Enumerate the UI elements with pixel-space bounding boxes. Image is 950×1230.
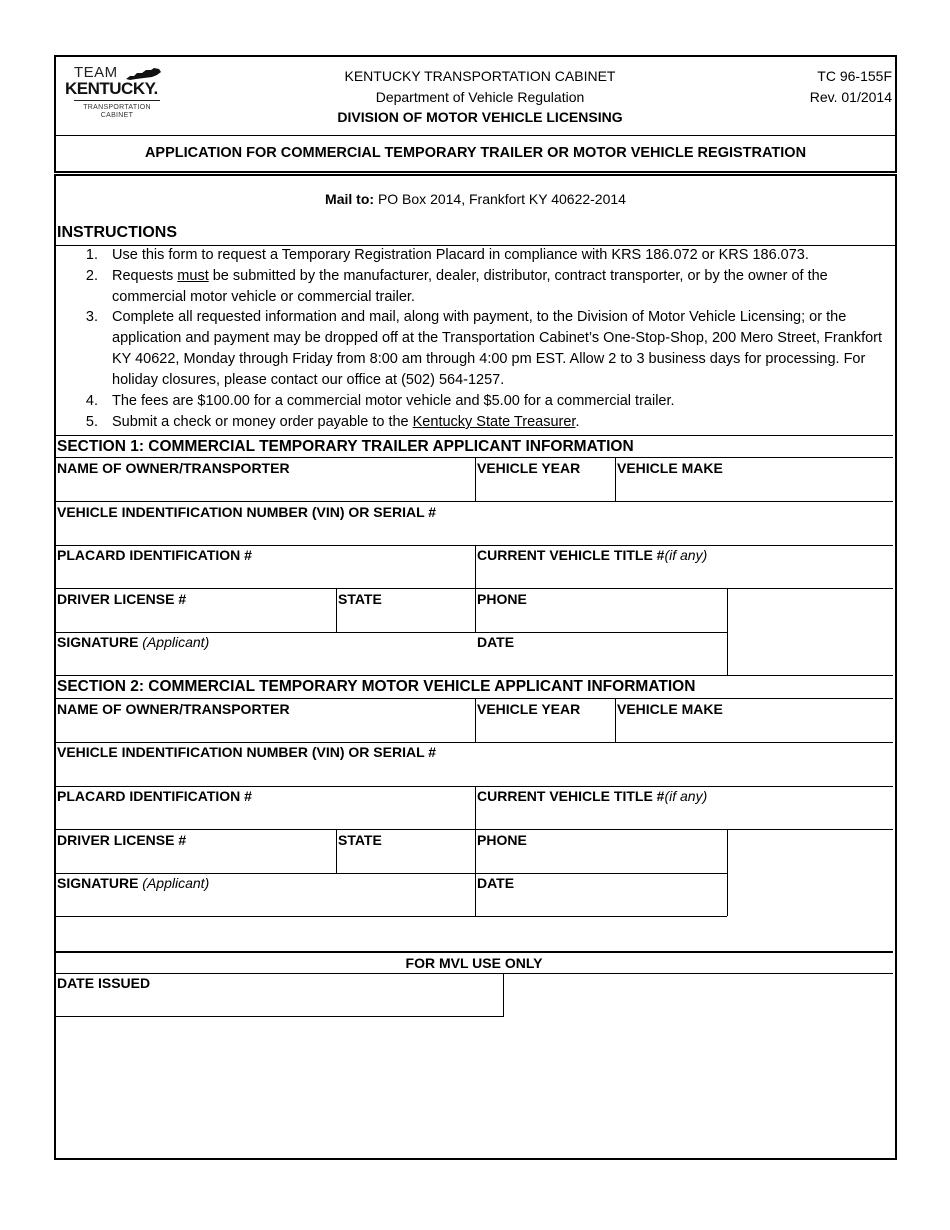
section1-heading-rule	[55, 457, 893, 458]
placard-id-field[interactable]: PLACARD IDENTIFICATION #	[57, 547, 252, 563]
signature-label: SIGNATURE	[57, 875, 139, 891]
state-field[interactable]: STATE	[338, 832, 382, 848]
row-rule	[55, 786, 893, 787]
instruction-number: 4.	[85, 393, 98, 409]
date-issued-field[interactable]: DATE ISSUED	[57, 975, 151, 991]
field-divider	[336, 830, 337, 873]
instructions-heading: INSTRUCTIONS	[57, 224, 177, 241]
instruction-number: 3.	[85, 309, 98, 325]
agency-name: KENTUCKY TRANSPORTATION CABINET	[344, 68, 616, 84]
mail-to-address: PO Box 2014, Frankfort KY 40622-2014	[377, 191, 626, 207]
vehicle-title-note: (if any)	[664, 788, 708, 804]
office-use-heading: FOR MVL USE ONLY	[405, 955, 543, 971]
vehicle-title-label: CURRENT VEHICLE TITLE #	[477, 547, 665, 563]
row-rule	[55, 873, 727, 874]
row-rule	[55, 675, 893, 676]
vehicle-make-field[interactable]: VEHICLE MAKE	[617, 701, 723, 717]
page-title: APPLICATION FOR COMMERCIAL TEMPORARY TRAILER OR MOTOR VEHICLE REGISTRATION	[144, 145, 807, 161]
team-kentucky-logo	[62, 62, 172, 124]
mail-to-line	[55, 191, 896, 208]
signature-field[interactable]	[57, 875, 209, 892]
vehicle-title-field[interactable]	[477, 547, 707, 564]
vehicle-make-field[interactable]: VEHICLE MAKE	[617, 460, 723, 476]
row-rule	[55, 1016, 503, 1017]
field-divider	[727, 589, 728, 675]
row-rule	[55, 501, 893, 502]
row-rule	[55, 916, 727, 917]
instruction-item	[112, 412, 892, 433]
vin-field[interactable]: VEHICLE INDENTIFICATION NUMBER (VIN) OR SERIAL #	[57, 504, 437, 520]
date-field[interactable]: DATE	[477, 875, 515, 891]
section1-top-rule	[55, 435, 893, 436]
instruction-text: Submit a check or money order payable to the	[112, 414, 413, 430]
division-name: DIVISION OF MOTOR VEHICLE LICENSING	[337, 109, 623, 125]
instruction-number: 2.	[85, 268, 98, 284]
vin-field[interactable]: VEHICLE INDENTIFICATION NUMBER (VIN) OR SERIAL #	[57, 744, 437, 760]
field-divider	[615, 699, 616, 742]
instruction-number: 1.	[85, 247, 98, 263]
owner-transporter-field[interactable]: NAME OF OWNER/TRANSPORTER	[57, 701, 290, 717]
instruction-text: .	[575, 414, 580, 430]
row-rule	[55, 829, 893, 830]
office-use-top-rule	[55, 951, 893, 953]
signature-field[interactable]	[57, 634, 209, 651]
vehicle-title-field[interactable]	[477, 788, 707, 805]
date-field[interactable]: DATE	[477, 634, 515, 650]
vehicle-title-label: CURRENT VEHICLE TITLE #	[477, 788, 665, 804]
instruction-item: Complete all requested information and mail, along with payment, to the Division of Motor Vehicle Licensing; or the application and payment may be dropped off at the Transportation Cabinet’s One-Stop-Shop, 200 Mero Street, Frankfort KY 40622, Monday through Friday from 8:00 am through 4:00 pm EST. Allow 2 to 3 business days for processing. For holiday closures, please contact our office at (502) 564-1257.	[112, 309, 883, 388]
instruction-number: 5.	[85, 414, 98, 430]
row-rule	[55, 742, 893, 743]
form-number: TC 96-155F	[817, 68, 892, 84]
row-rule	[55, 632, 727, 633]
department-name: Department of Vehicle Regulation	[375, 89, 585, 105]
logo-team-text: TEAM	[74, 64, 118, 81]
instruction-emphasis: must	[177, 268, 209, 284]
instruction-item: Use this form to request a Temporary Registration Placard in compliance with KRS 186.072 or KRS 186.073.	[112, 247, 809, 263]
form-revision: Rev. 01/2014	[809, 89, 892, 105]
owner-transporter-field[interactable]: NAME OF OWNER/TRANSPORTER	[57, 460, 290, 476]
driver-license-field[interactable]: DRIVER LICENSE #	[57, 591, 187, 607]
field-divider	[475, 699, 476, 742]
instruction-item: The fees are $100.00 for a commercial motor vehicle and $5.00 for a commercial trailer.	[112, 393, 675, 409]
logo-subtitle-1: TRANSPORTATION	[83, 104, 151, 111]
vehicle-year-field[interactable]: VEHICLE YEAR	[477, 460, 581, 476]
driver-license-field[interactable]: DRIVER LICENSE #	[57, 832, 187, 848]
instruction-text: Requests	[112, 268, 178, 284]
row-rule	[55, 545, 893, 546]
logo-state-text: KENTUCKY.	[65, 79, 158, 98]
phone-field[interactable]: PHONE	[477, 832, 527, 848]
placard-id-field[interactable]: PLACARD IDENTIFICATION #	[57, 788, 252, 804]
instruction-item	[112, 266, 892, 308]
field-divider	[475, 458, 476, 501]
signature-label: SIGNATURE	[57, 634, 139, 650]
row-rule	[55, 588, 893, 589]
field-divider	[336, 589, 337, 632]
instruction-text: be submitted by the manufacturer, dealer, distributor, contract transporter, or by the owner of the commercial motor vehicle or commercial trailer.	[112, 268, 828, 305]
signature-note: (Applicant)	[138, 875, 210, 891]
logo-divider	[74, 100, 160, 101]
signature-note: (Applicant)	[138, 634, 210, 650]
section2-heading: SECTION 2: COMMERCIAL TEMPORARY MOTOR VEHICLE APPLICANT INFORMATION	[57, 678, 696, 695]
field-divider	[727, 830, 728, 916]
mail-to-label: Mail to:	[325, 191, 375, 207]
field-divider	[475, 787, 476, 916]
office-use-heading-rule	[55, 973, 893, 974]
field-divider	[475, 546, 476, 633]
section2-heading-rule	[55, 698, 893, 699]
logo-subtitle-2: CABINET	[100, 112, 134, 119]
state-field[interactable]: STATE	[338, 591, 382, 607]
vehicle-year-field[interactable]: VEHICLE YEAR	[477, 701, 581, 717]
section1-heading: SECTION 1: COMMERCIAL TEMPORARY TRAILER APPLICANT INFORMATION	[57, 438, 634, 455]
phone-field[interactable]: PHONE	[477, 591, 527, 607]
field-divider	[615, 458, 616, 501]
field-divider	[503, 974, 504, 1017]
vehicle-title-note: (if any)	[664, 547, 708, 563]
header-divider	[55, 135, 896, 136]
instruction-emphasis: Kentucky State Treasurer	[412, 414, 576, 430]
